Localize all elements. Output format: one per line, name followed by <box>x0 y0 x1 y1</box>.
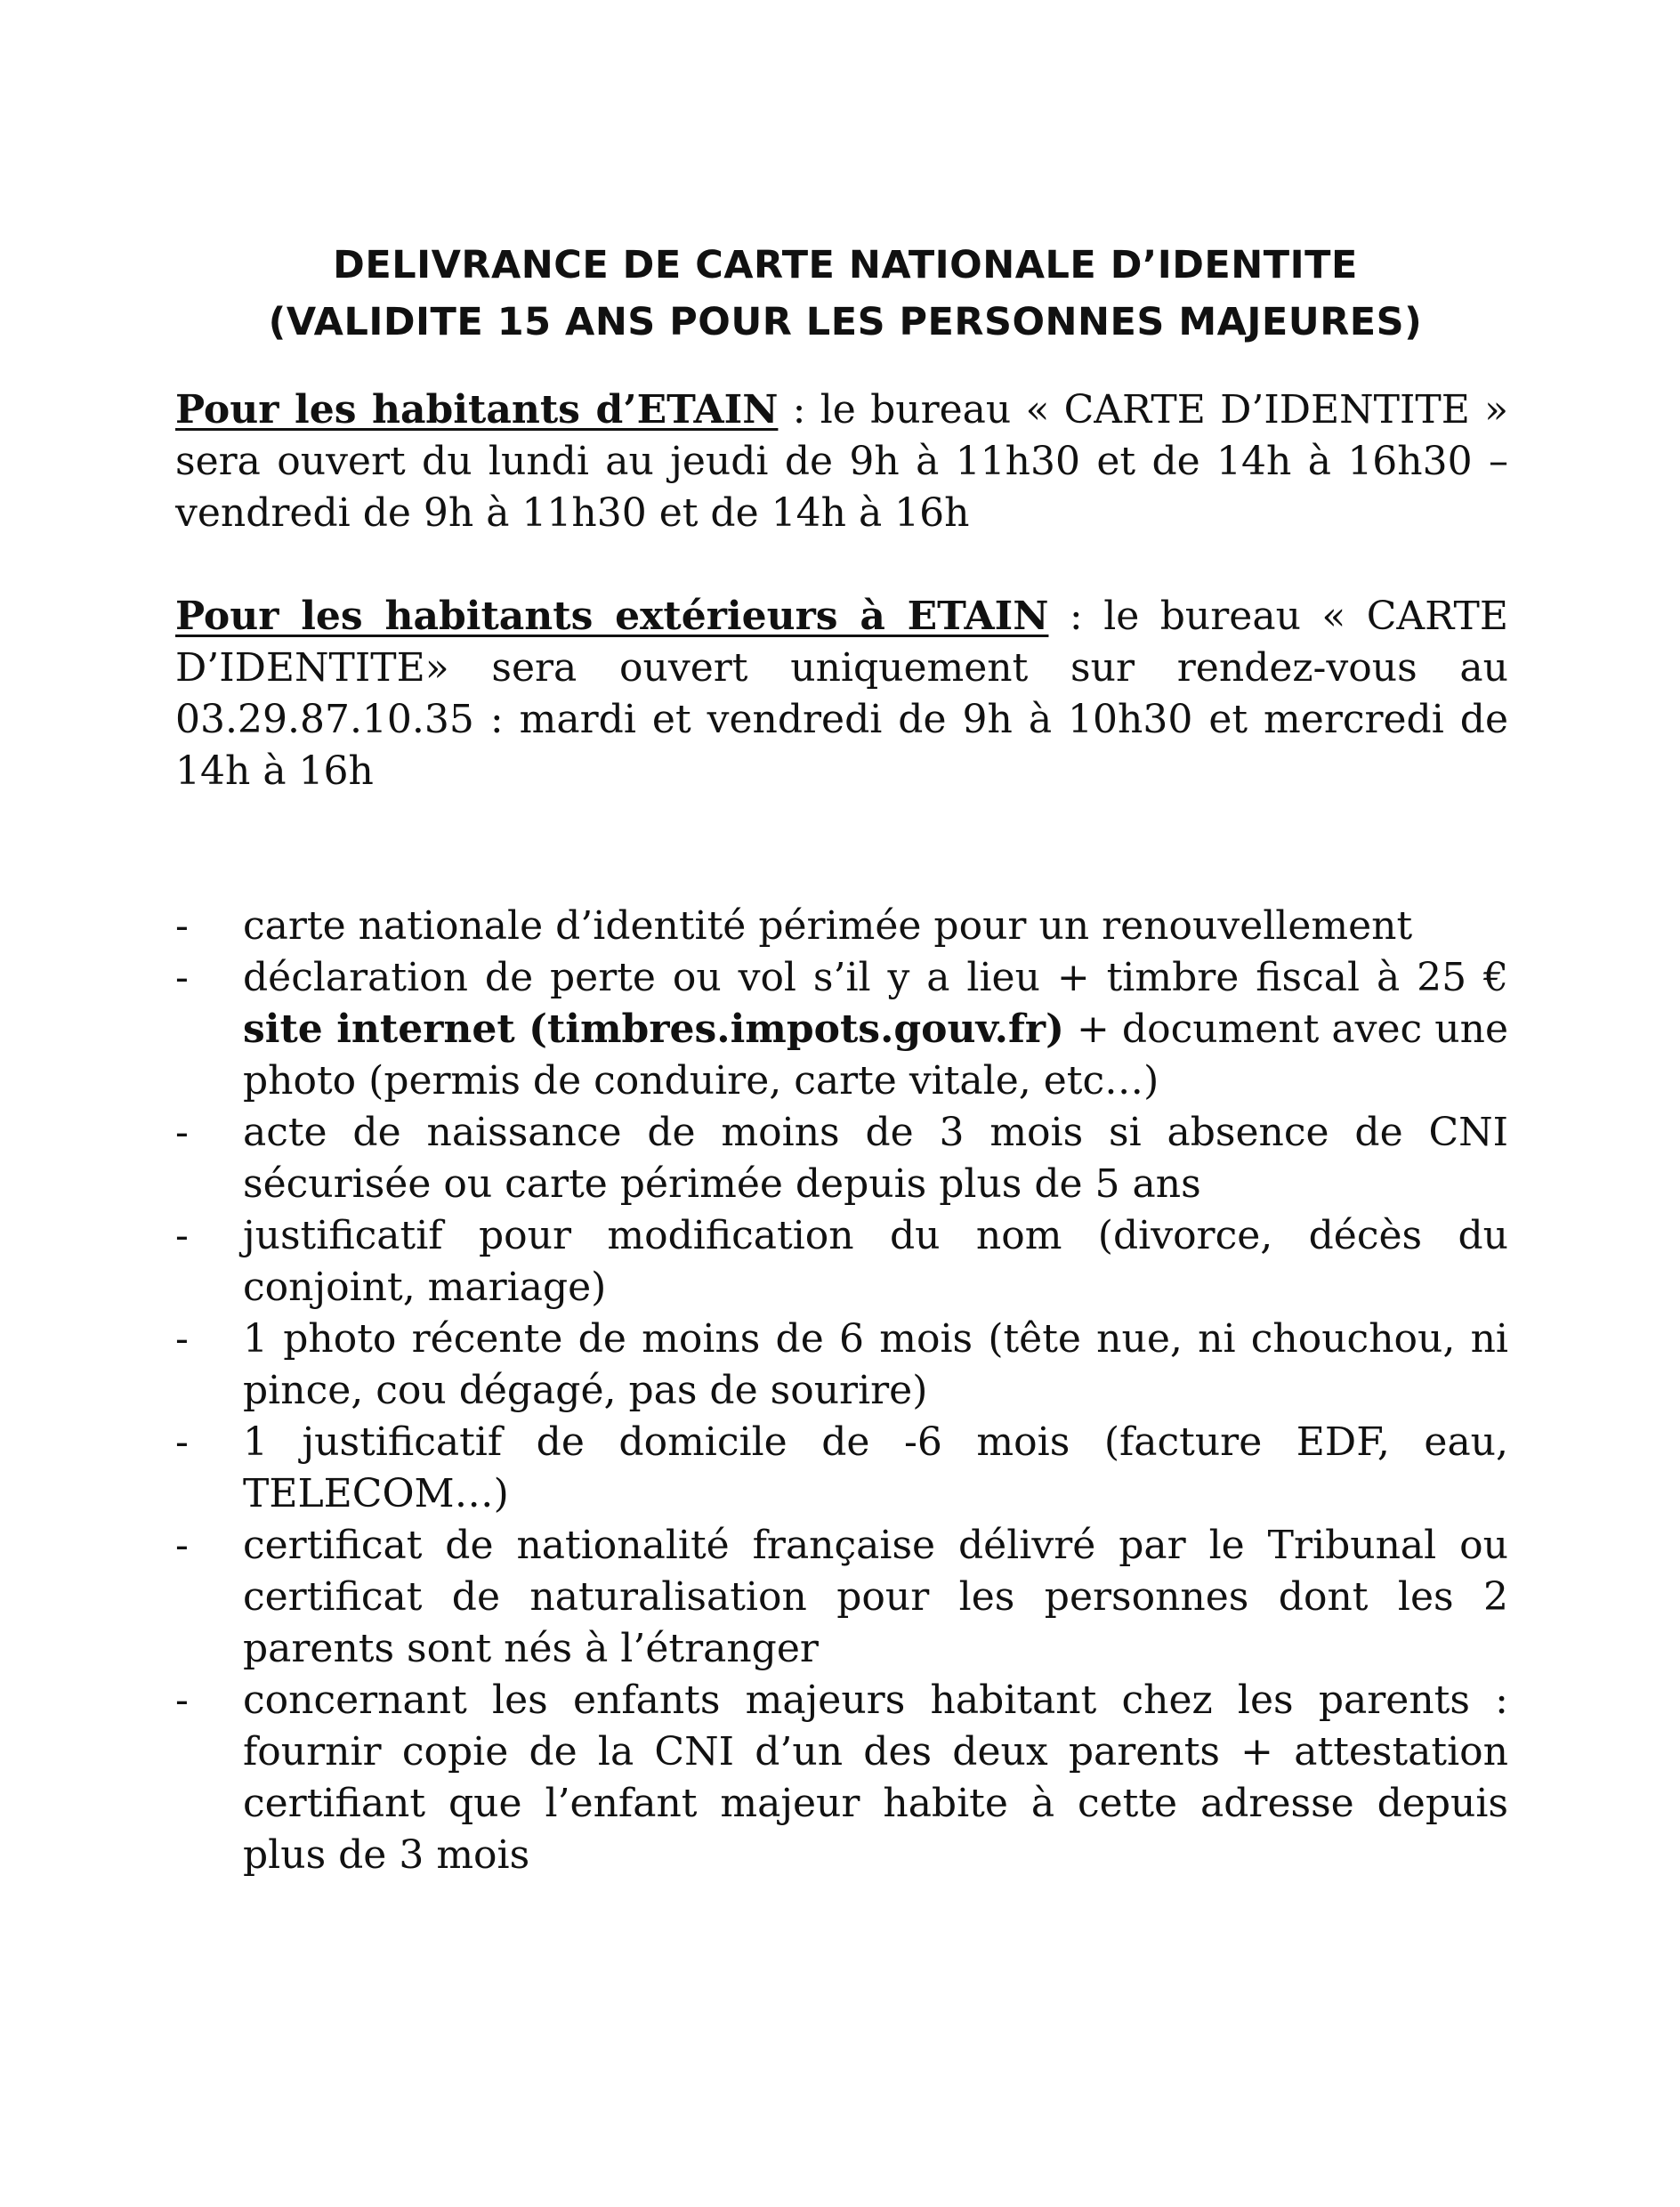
list-item <box>175 952 1508 1107</box>
list-item <box>175 901 1508 952</box>
list-item-text: + document avec une photo (permis de conduire, carte vitale, etc…) <box>243 1006 1508 1104</box>
list-item-text: déclaration de perte ou vol s’il y a lieu + timbre fiscal à 25 € <box>243 955 1508 1000</box>
website-reference: site internet (timbres.impots.gouv.fr) <box>243 1006 1064 1052</box>
list-item-text: acte de naissance de moins de 3 mois si absence de CNI sécurisée ou carte périmée depuis plus de 5 ans <box>243 1110 1508 1207</box>
list-bullet: - <box>175 1419 189 1465</box>
section-exterieurs-text: : le bureau « CARTE D’IDENTITE» sera ouvert uniquement sur rendez-vous au 03.29.87.10.35 : mardi et vendredi de 9h à 10h30 et mercredi de 14h à 16h <box>175 594 1508 794</box>
section-etain-lead: Pour les habitants d’ETAIN <box>175 387 779 433</box>
title-line-1: DELIVRANCE DE CARTE NATIONALE D’IDENTITE <box>333 243 1358 287</box>
list-bullet: - <box>175 955 189 1000</box>
list-item <box>175 1520 1508 1675</box>
list-item-text: carte nationale d’identité périmée pour un renouvellement <box>243 903 1413 949</box>
list-item <box>175 1675 1508 1881</box>
required-documents-list <box>175 901 1508 1881</box>
section-etain-hours <box>175 384 1508 539</box>
list-item-text: 1 justificatif de domicile de -6 mois (facture EDF, eau, TELECOM…) <box>243 1419 1508 1516</box>
list-bullet: - <box>175 903 189 949</box>
section-exterieurs-lead: Pour les habitants extérieurs à ETAIN <box>175 594 1049 639</box>
list-bullet: - <box>175 1677 189 1723</box>
list-bullet: - <box>175 1523 189 1568</box>
list-bullet: - <box>175 1110 189 1155</box>
list-bullet: - <box>175 1316 189 1362</box>
list-item-text: concernant les enfants majeurs habitant chez les parents : fournir copie de la CNI d’un des deux parents + attestation certifiant que l’enfant majeur habite à cette adresse depuis plus de 3 mois <box>243 1677 1508 1878</box>
document-title <box>169 237 1522 351</box>
list-item <box>175 1107 1508 1210</box>
section-etain-text: : le bureau « CARTE D’IDENTITE » sera ouvert du lundi au jeudi de 9h à 11h30 et de 14h à 16h30 – vendredi de 9h à 11h30 et de 14h à 16h <box>175 387 1509 536</box>
list-item <box>175 1314 1508 1417</box>
list-item <box>175 1210 1508 1314</box>
section-exterieurs-hours <box>175 591 1508 797</box>
title-line-2: (VALIDITE 15 ANS POUR LES PERSONNES MAJEURES) <box>268 300 1423 344</box>
list-item-text: certificat de nationalité française délivré par le Tribunal ou certificat de naturalisation pour les personnes dont les 2 parents sont nés à l’étranger <box>243 1523 1508 1671</box>
list-bullet: - <box>175 1213 189 1258</box>
list-item-text: 1 photo récente de moins de 6 mois (tête nue, ni chouchou, ni pince, cou dégagé, pas de sourire) <box>243 1316 1508 1413</box>
list-item-text: justificatif pour modification du nom (divorce, décès du conjoint, mariage) <box>243 1213 1508 1310</box>
list-item <box>175 1417 1508 1520</box>
